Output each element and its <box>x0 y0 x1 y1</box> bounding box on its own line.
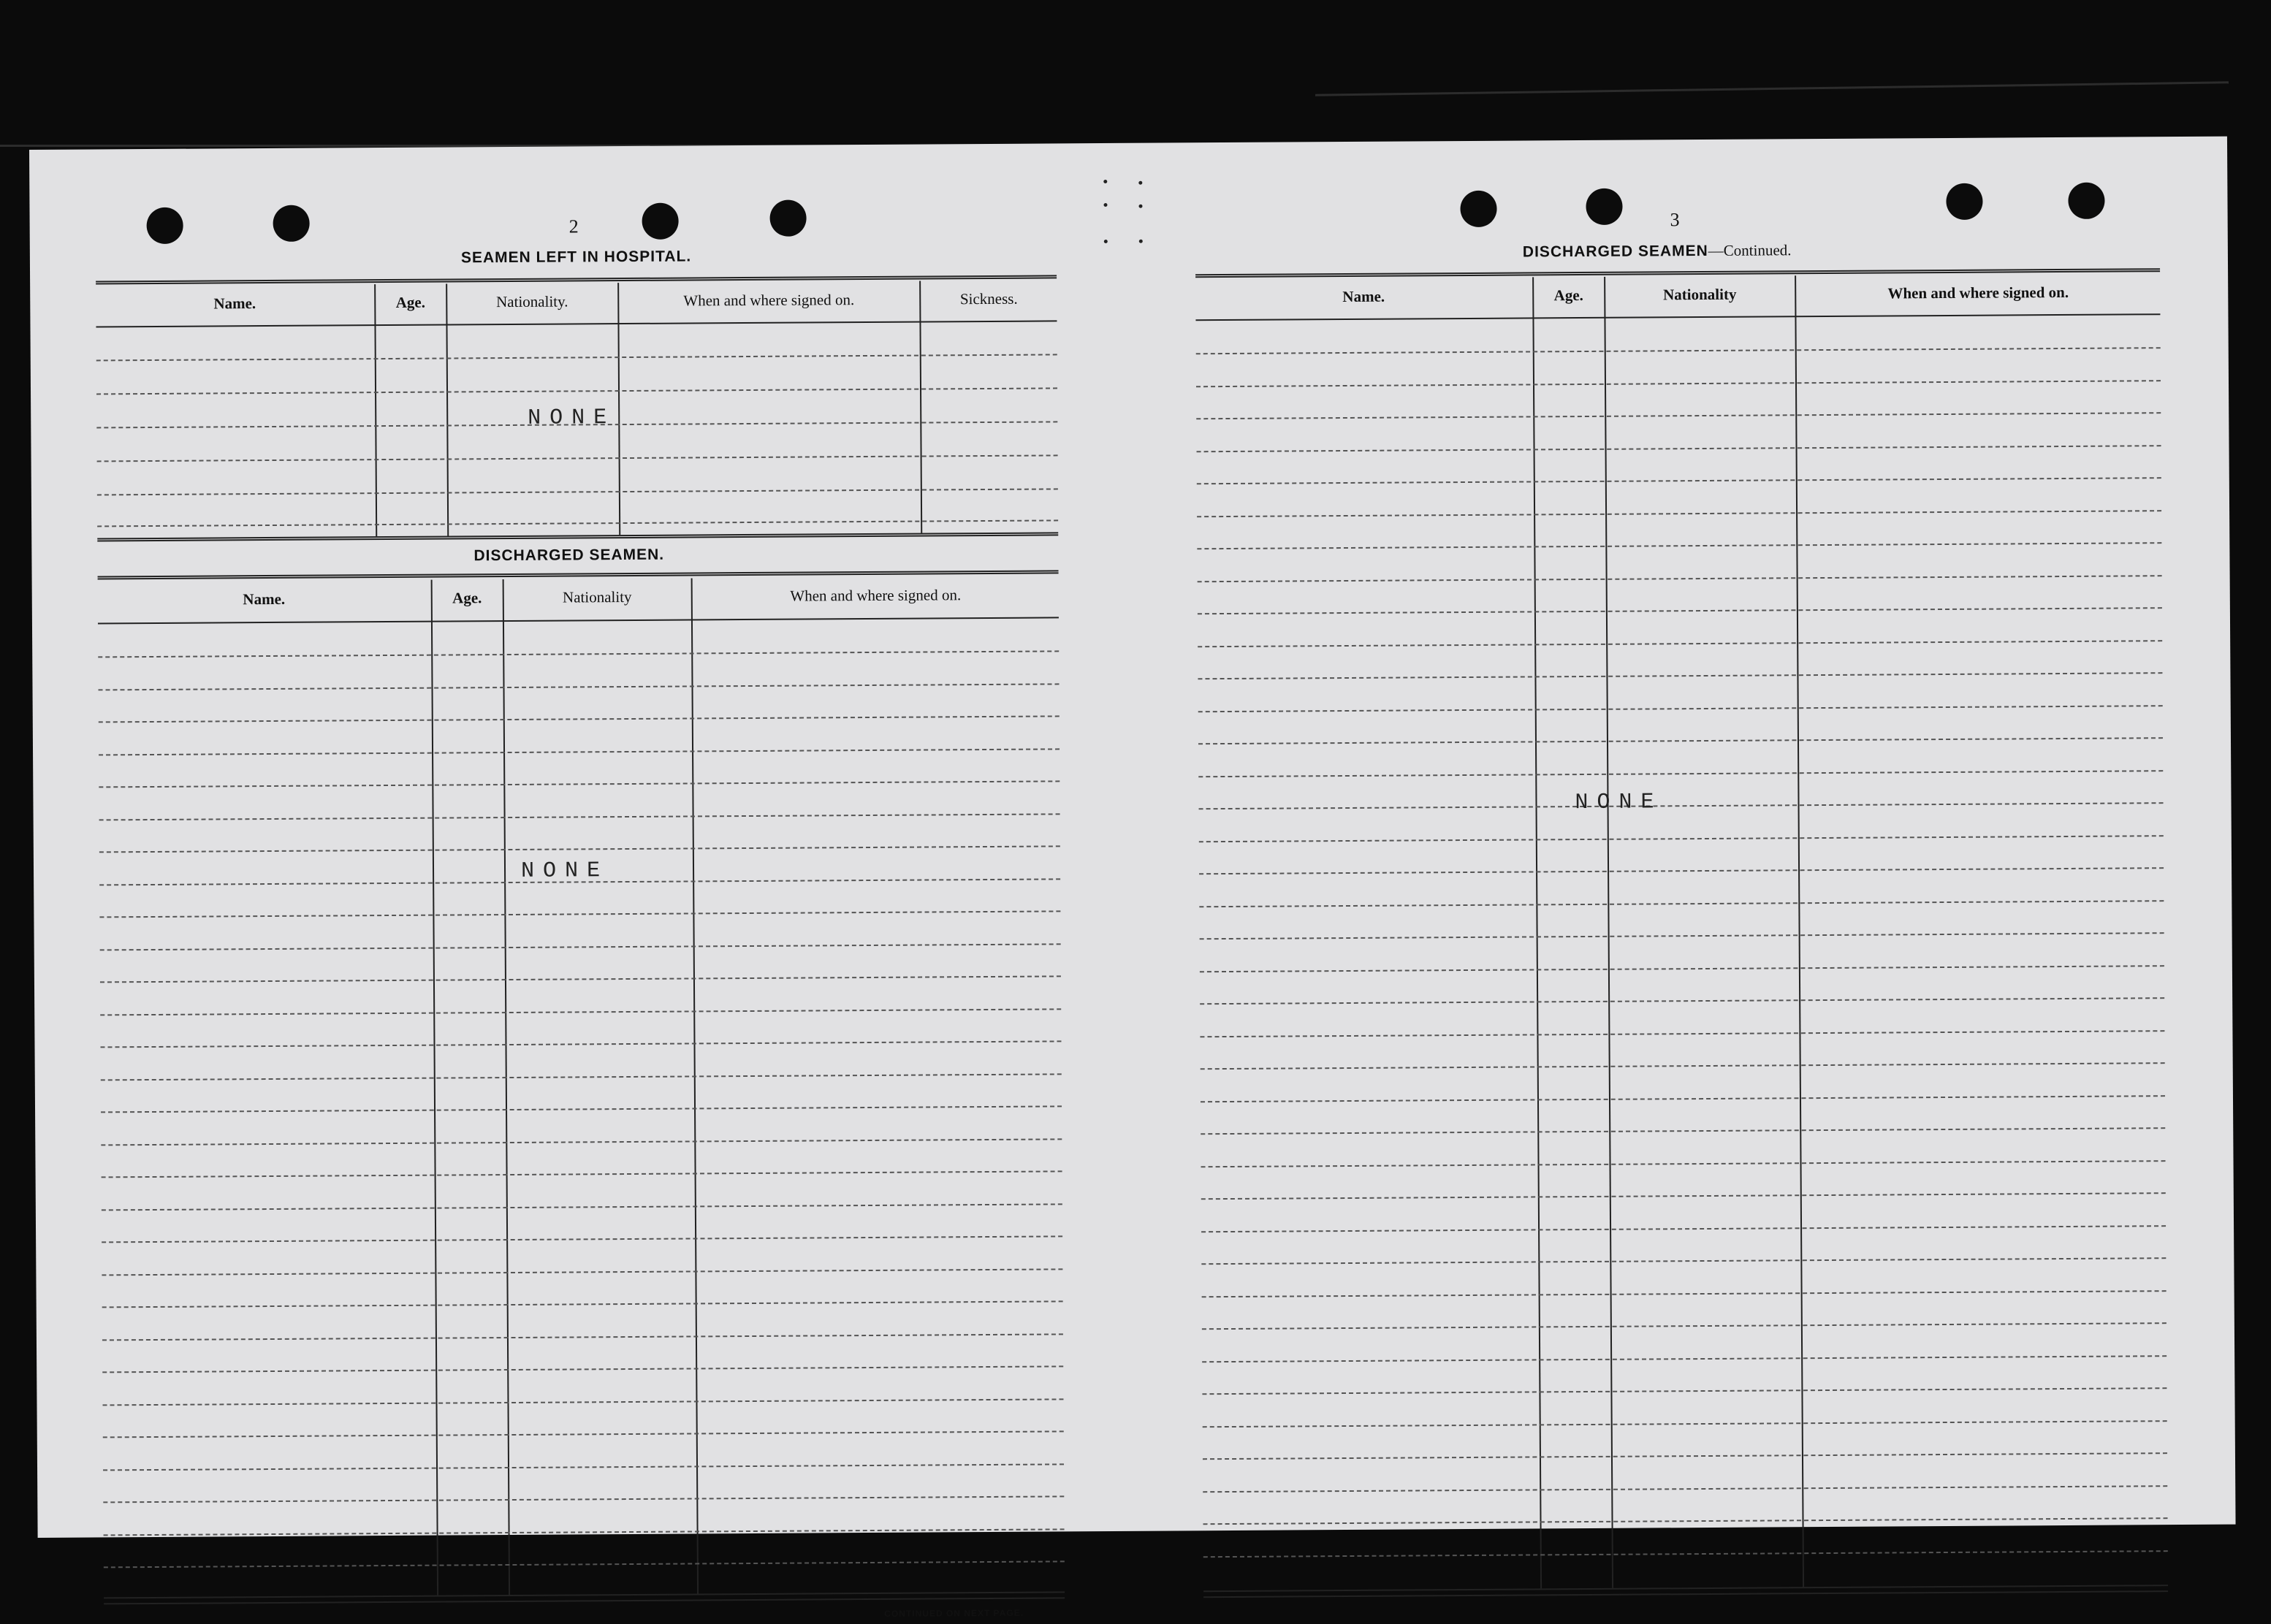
entry-line <box>1203 1517 2168 1525</box>
entry-line <box>1201 1127 2165 1135</box>
table-bottom-rule <box>104 1597 1065 1604</box>
binding-mark <box>1103 180 1107 183</box>
scan-streak <box>1315 81 2229 96</box>
column-header-age: Age. <box>1553 286 1583 305</box>
column-header-sickness: Sickness. <box>959 289 1018 308</box>
punch-hole <box>1460 191 1496 227</box>
punch-hole <box>642 203 678 240</box>
entry-line <box>99 813 1060 820</box>
punch-hole <box>2068 183 2104 219</box>
entry-line <box>100 943 1061 950</box>
entry-line <box>100 1040 1061 1048</box>
table-top-rule <box>1195 268 2160 278</box>
entry-line <box>97 488 1058 495</box>
entry-line <box>1202 1290 2167 1297</box>
column-divider <box>691 578 699 1593</box>
column-divider <box>374 284 377 536</box>
entry-line <box>1198 575 2162 582</box>
entry-line <box>1199 867 2164 874</box>
entry-line <box>99 845 1060 853</box>
entry-line <box>98 650 1059 657</box>
entry-line <box>99 748 1060 755</box>
column-divider <box>919 281 922 533</box>
hospital-none-stamp: NONE <box>528 405 616 431</box>
entry-line <box>1198 705 2163 712</box>
binding-mark <box>1103 203 1107 207</box>
column-header-signed-on: When and where signed on. <box>790 586 962 605</box>
entry-line <box>102 1365 1063 1373</box>
entry-line <box>1203 1485 2167 1493</box>
entry-line <box>1196 412 2161 419</box>
entry-line <box>1201 1160 2166 1167</box>
entry-line <box>1203 1420 2167 1427</box>
continued-none-stamp: NONE <box>1575 790 1663 816</box>
entry-line <box>1199 835 2164 842</box>
title-text: DISCHARGED SEAMEN <box>1522 242 1708 261</box>
entry-line <box>1201 1062 2165 1070</box>
entry-line <box>1198 640 2162 647</box>
column-header-nationality: Nationality <box>1663 285 1737 304</box>
entry-line <box>103 1430 1064 1438</box>
entry-line <box>96 387 1057 394</box>
entry-line <box>1203 1452 2167 1460</box>
entry-line <box>99 683 1060 690</box>
entry-line <box>1197 477 2161 484</box>
entry-line <box>99 715 1060 723</box>
entry-line <box>99 780 1060 788</box>
column-header-name: Name. <box>1342 287 1385 306</box>
entry-line <box>1198 672 2162 679</box>
entry-line <box>102 1235 1062 1243</box>
entry-line <box>103 1463 1064 1471</box>
header-rule <box>98 617 1059 624</box>
entry-line <box>97 454 1058 462</box>
column-header-nationality: Nationality <box>562 587 632 606</box>
binding-mark <box>1104 240 1108 243</box>
table-bottom-rule <box>1203 1590 2168 1598</box>
entry-line <box>1197 542 2161 549</box>
entry-line <box>1197 510 2161 517</box>
entry-line <box>100 975 1061 983</box>
punch-hole <box>769 200 806 237</box>
continued-entry-lines <box>29 137 2227 150</box>
entry-line <box>104 1528 1065 1536</box>
punch-hole <box>146 207 183 244</box>
column-header-name: Name. <box>243 590 286 609</box>
entry-line <box>97 519 1058 527</box>
binding-mark <box>1138 181 1142 185</box>
entry-line <box>101 1105 1062 1113</box>
entry-line <box>102 1300 1063 1308</box>
hospital-section-title: SEAMEN LEFT IN HOSPITAL. <box>460 248 692 267</box>
column-divider <box>617 283 620 535</box>
column-header-signed-on: When and where signed on. <box>683 291 855 310</box>
entry-line <box>1198 770 2163 777</box>
entry-line <box>1201 1095 2165 1102</box>
entry-line <box>96 354 1057 361</box>
section-rule <box>97 532 1058 541</box>
entry-line <box>100 1008 1061 1015</box>
table-top-rule <box>96 275 1057 284</box>
column-header-signed-on: When and where signed on. <box>1887 283 2069 302</box>
column-header-name: Name. <box>213 294 256 313</box>
column-divider <box>431 580 438 1596</box>
entry-line <box>104 1560 1065 1568</box>
entry-line <box>101 1138 1062 1145</box>
entry-line <box>1201 1192 2166 1200</box>
discharged-none-stamp: NONE <box>520 858 609 884</box>
entry-line <box>1200 1030 2164 1037</box>
header-rule <box>1195 313 2160 321</box>
continued-note: CONTINUED ON NEXT PAGE. <box>884 1607 1024 1619</box>
entry-line <box>102 1203 1062 1211</box>
entry-line <box>1196 347 2161 354</box>
entry-line <box>1196 380 2161 387</box>
entry-line <box>101 1073 1062 1080</box>
header-rule <box>96 320 1057 327</box>
entry-line <box>1201 1225 2166 1232</box>
entry-line <box>99 910 1060 918</box>
column-header-nationality: Nationality. <box>496 292 568 311</box>
entry-line <box>102 1398 1063 1406</box>
entry-line <box>1199 900 2164 907</box>
page-number: 2 <box>568 216 579 237</box>
discharged-continued-title <box>1523 241 1792 261</box>
binding-mark <box>1138 205 1142 208</box>
table-top-rule <box>98 570 1059 579</box>
entry-line <box>1200 965 2164 972</box>
page-number: 3 <box>1670 209 1680 231</box>
entry-line <box>1202 1355 2167 1362</box>
entry-line <box>1198 737 2163 744</box>
entry-line <box>1197 445 2161 452</box>
binding-mark <box>1139 240 1143 243</box>
punch-hole <box>273 205 309 242</box>
column-header-age: Age. <box>395 293 425 311</box>
entry-line <box>102 1170 1062 1178</box>
discharged-section-title: DISCHARGED SEAMEN. <box>473 546 665 565</box>
entry-line <box>1199 802 2164 809</box>
entry-line <box>1203 1550 2168 1558</box>
entry-line <box>102 1268 1062 1276</box>
punch-hole <box>1586 188 1622 225</box>
entry-line <box>1201 1257 2166 1265</box>
entry-line <box>1198 607 2162 614</box>
punch-hole <box>1946 183 1982 220</box>
entry-line <box>103 1495 1064 1503</box>
discharged-entry-lines <box>29 137 2227 150</box>
entry-line <box>1202 1387 2167 1395</box>
column-header-age: Age. <box>452 589 482 607</box>
form-paper <box>29 137 2236 1619</box>
column-divider <box>446 284 449 536</box>
entry-line <box>1202 1322 2167 1330</box>
entry-line <box>102 1333 1063 1341</box>
entry-line <box>1200 997 2164 1004</box>
entry-line <box>1200 932 2164 939</box>
left-page <box>29 137 2227 1619</box>
column-divider <box>503 579 510 1595</box>
title-suffix: —Continued. <box>1708 241 1792 259</box>
